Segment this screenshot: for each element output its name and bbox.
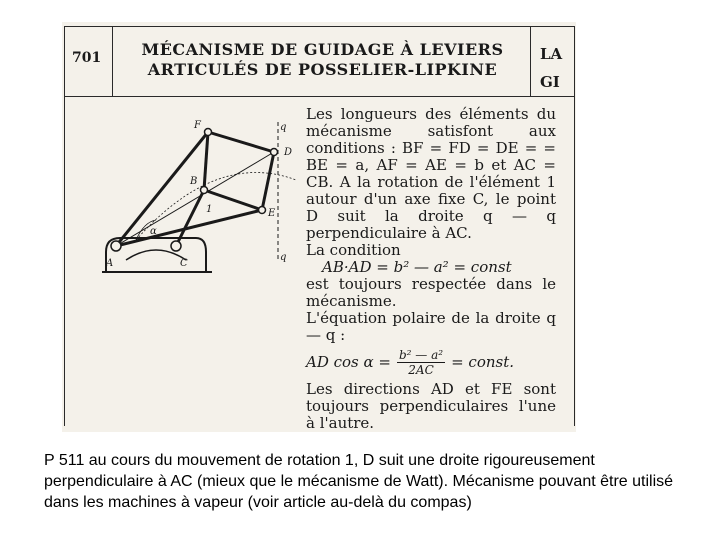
joint-C	[171, 241, 181, 251]
section-code	[540, 40, 562, 96]
equation-right: = const.	[451, 353, 515, 371]
label-E: E	[268, 208, 276, 219]
joint-E	[259, 207, 266, 214]
equation-fraction	[397, 348, 445, 377]
title-line-1: MÉCANISME DE GUIDAGE À LEVIERS	[141, 40, 504, 59]
joint-F	[205, 129, 212, 136]
condition-formula: AB·AD = b² — a² = const	[322, 258, 512, 276]
title-line-2: ARTICULÉS DE POSSELIER-LIPKINE	[147, 60, 498, 79]
link-AF	[116, 132, 208, 246]
header-bottom-rule	[64, 96, 574, 97]
page-number: 701	[72, 50, 102, 66]
label-A: A	[106, 258, 114, 269]
link-BE	[204, 190, 262, 210]
label-alpha: α	[150, 226, 157, 237]
header-divider-left	[112, 26, 113, 96]
link-BF	[204, 132, 208, 190]
label-one: 1	[206, 204, 213, 215]
page-left-border	[64, 26, 65, 426]
label-F: F	[194, 120, 201, 131]
page-right-border	[574, 26, 575, 426]
link-FD	[208, 132, 274, 152]
page-title	[120, 40, 525, 80]
header-divider-right	[530, 26, 531, 96]
equation-left: AD cos α =	[306, 353, 391, 371]
paragraph-directions: Les directions AD et FE sont toujours perpendiculaires l'une à l'autre.	[306, 380, 556, 432]
rotation-arc	[136, 173, 296, 241]
fraction-denominator: 2AC	[408, 363, 434, 377]
caption: P 511 au cours du mouvement de rotation 1, D suit une droite rigoureusement perpendiculaire à AC (mieux que le mécanisme de Watt). Mécanisme pouvant être utilisé dans les machines à vapeur (voir article au-delà du compas)	[44, 452, 674, 511]
label-B: B	[190, 176, 198, 187]
label-D: D	[284, 147, 293, 158]
paragraph-polar-intro: L'équation polaire de la droite q — q :	[306, 309, 556, 344]
code-line-2: GI	[540, 73, 560, 91]
header-top-rule	[64, 26, 574, 27]
label-C: C	[180, 258, 188, 269]
paragraph-condition-intro: La condition	[306, 241, 401, 259]
label-q-bottom: q	[280, 252, 287, 263]
label-q-top: q	[280, 122, 287, 133]
paragraph-respected: est toujours respectée dans le mécanisme.	[306, 275, 556, 310]
paragraph-lengths: Les longueurs des éléments du mécanisme satisfont aux conditions : BF = FD = DE = = BE = a, AF = AE = b et AC = CB. A la rotation de l'élément 1 autour d'un axe fixe C, le point D suit la droite q — q perpendiculaire à AC.	[306, 105, 556, 242]
link-DE	[262, 152, 274, 210]
code-line-1: LA	[540, 45, 563, 63]
joint-A	[111, 241, 121, 251]
joint-D	[271, 149, 278, 156]
description-text	[306, 106, 556, 432]
link-AD	[116, 152, 274, 246]
joint-B	[201, 187, 208, 194]
mechanism-diagram	[96, 110, 306, 300]
polar-equation	[306, 348, 556, 377]
link-AE	[116, 210, 262, 246]
fraction-numerator: b² — a²	[399, 348, 444, 362]
